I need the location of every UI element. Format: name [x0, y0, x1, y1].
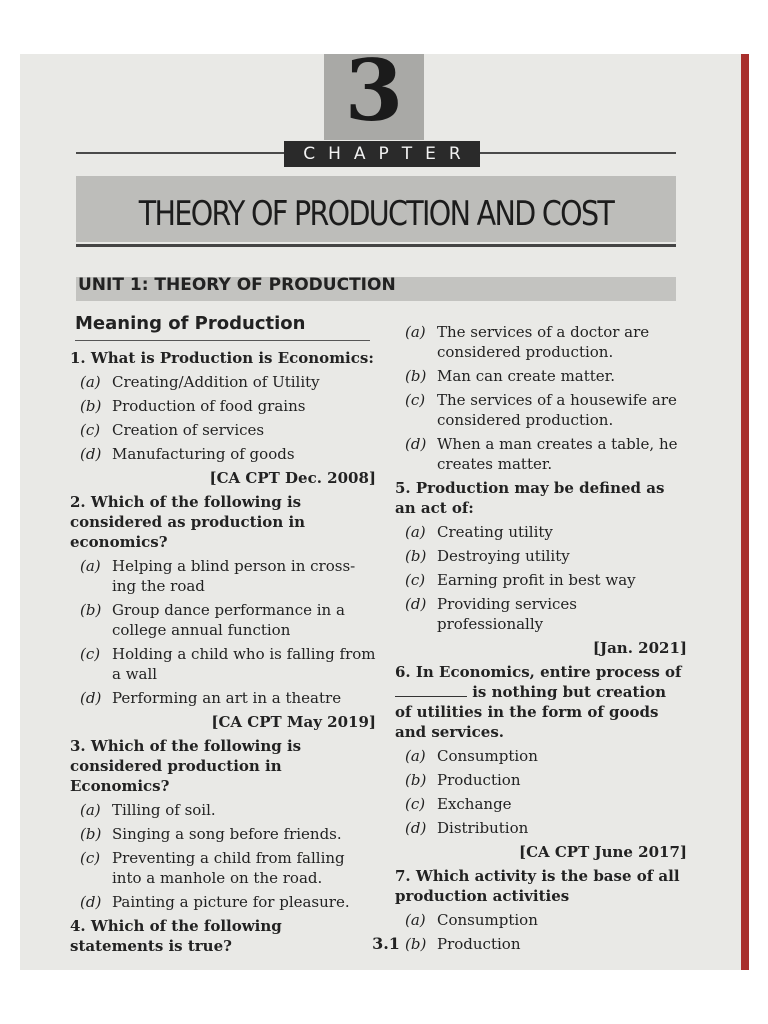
option — [395, 746, 687, 766]
option-text: Production — [437, 935, 521, 953]
unit-heading: UNIT 1: THEORY OF PRODUCTION — [78, 275, 396, 295]
page-number: 3.1 — [372, 934, 400, 953]
option — [395, 434, 687, 474]
option-text: The services of a housewife are considered production. — [437, 391, 677, 429]
option-text: Production of food grains — [112, 397, 306, 415]
option-label: (c) — [405, 391, 426, 409]
question-6-end: is nothing but creation of utilities in the form of goods and services. — [395, 683, 667, 741]
option-text: Distribution — [437, 819, 529, 837]
option-label: (b) — [405, 547, 427, 565]
option-text: Holding a child who is falling from a wall — [112, 645, 376, 683]
option-text: Man can create matter. — [437, 367, 615, 385]
chapter-title: THEORY OF PRODUCTION AND COST — [138, 194, 614, 234]
option-label: (a) — [80, 373, 101, 391]
option-label: (b) — [80, 397, 102, 415]
question-1: 1. What is Production is Economics: — [70, 349, 374, 367]
option-label: (b) — [80, 601, 102, 619]
option-text: Painting a picture for pleasure. — [112, 893, 350, 911]
question-7: 7. Which activity is the base of all production activities — [395, 867, 680, 905]
option-label: (b) — [405, 367, 427, 385]
option-text: Destroying utility — [437, 547, 570, 565]
option — [70, 396, 376, 416]
page-edge — [741, 54, 749, 970]
option-label: (d) — [405, 595, 427, 613]
question-2: 2. Which of the following is considered as production in economics? — [70, 493, 306, 551]
option-text: The services of a doctor are considered production. — [437, 323, 650, 361]
option-label: (a) — [80, 801, 101, 819]
option-label: (b) — [405, 935, 427, 953]
option-text: Earning profit in best way — [437, 571, 636, 589]
chapter-rule-right — [480, 152, 676, 154]
option — [395, 818, 687, 838]
option — [395, 594, 687, 634]
option-label: (a) — [405, 911, 426, 929]
section-heading: Meaning of Production — [75, 313, 306, 334]
option-label: (c) — [80, 421, 101, 439]
option-label: (c) — [405, 571, 426, 589]
fill-in-blank — [395, 684, 467, 697]
chapter-label: CHAPTER — [284, 141, 480, 167]
option-label: (a) — [405, 323, 426, 341]
option — [395, 770, 687, 790]
section-rule — [75, 340, 370, 341]
option-label: (c) — [80, 645, 101, 663]
left-column — [70, 344, 376, 958]
option-label: (d) — [405, 819, 427, 837]
option-text: Creation of services — [112, 421, 265, 439]
option-label: (d) — [80, 445, 102, 463]
right-column — [395, 318, 687, 958]
option-label: (a) — [405, 747, 426, 765]
chapter-rule-left — [76, 152, 284, 154]
option-text: Singing a song before friends. — [112, 825, 342, 843]
question-6 — [395, 662, 687, 742]
option-text: Consumption — [437, 911, 538, 929]
option-label: (b) — [405, 771, 427, 789]
title-rule — [76, 244, 676, 247]
option-text: Manufacturing of goods — [112, 445, 295, 463]
option — [395, 794, 687, 814]
option-text: Providing services professionally — [437, 595, 577, 633]
option-label: (d) — [80, 689, 102, 707]
question-6-start: 6. In Economics, entire process of — [395, 663, 682, 681]
option — [70, 688, 376, 708]
option-text: Tilling of soil. — [112, 801, 216, 819]
option-label: (d) — [80, 893, 102, 911]
option — [70, 420, 376, 440]
option-text: Creating utility — [437, 523, 553, 541]
option — [395, 570, 687, 590]
question-source: [CA CPT May 2019] — [211, 713, 376, 731]
question-source: [CA CPT Dec. 2008] — [209, 469, 376, 487]
option — [70, 892, 376, 912]
option-text: Consumption — [437, 747, 538, 765]
option — [395, 522, 687, 542]
option — [395, 366, 687, 386]
option-text: Preventing a child from falling into a manhole on the road. — [112, 849, 345, 887]
option-text: Production — [437, 771, 521, 789]
option-text: Creating/Addition of Utility — [112, 373, 320, 391]
option-label: (b) — [80, 825, 102, 843]
question-3: 3. Which of the following is considered production in Economics? — [70, 737, 302, 795]
option-text: Group dance performance in a college annual function — [112, 601, 345, 639]
option-label: (a) — [80, 557, 101, 575]
option-label: (d) — [405, 435, 427, 453]
option-label: (c) — [405, 795, 426, 813]
option — [395, 546, 687, 566]
option — [395, 322, 687, 362]
option-label: (a) — [405, 523, 426, 541]
option — [395, 910, 687, 930]
option — [70, 848, 376, 888]
chapter-number: 3 — [344, 41, 404, 140]
option — [70, 644, 376, 684]
question-5: 5. Production may be defined as an act of: — [395, 479, 665, 517]
option — [70, 800, 376, 820]
option-label: (c) — [80, 849, 101, 867]
option-text: Performing an art in a theatre — [112, 689, 342, 707]
question-source: [CA CPT June 2017] — [518, 843, 687, 861]
option-text: When a man creates a table, he creates matter. — [437, 435, 678, 473]
option — [395, 934, 687, 954]
option — [395, 390, 687, 430]
option-text: Helping a blind person in cross-ing the road — [112, 557, 356, 595]
option-text: Exchange — [437, 795, 512, 813]
question-4: 4. Which of the following statements is true? — [70, 917, 282, 955]
question-source: [Jan. 2021] — [592, 639, 687, 657]
option — [70, 824, 376, 844]
option — [70, 444, 376, 464]
option — [70, 600, 376, 640]
option — [70, 556, 376, 596]
option — [70, 372, 376, 392]
